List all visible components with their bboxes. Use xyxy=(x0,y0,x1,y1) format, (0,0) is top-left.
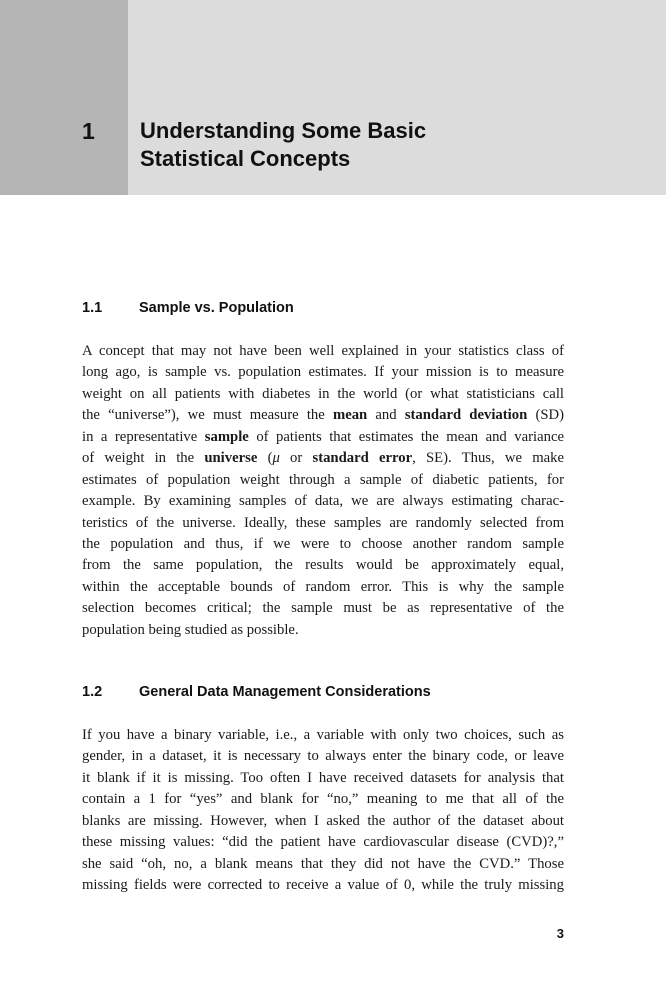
text-line: weight on all patients with diabetes in the world (or what statisticians call xyxy=(82,385,564,402)
section-1-2-paragraph xyxy=(82,725,564,897)
text-line: of weight in the universe (μ or standard error, SE). Thus, we make xyxy=(82,450,564,467)
chapter-band-dark xyxy=(0,0,128,195)
text-line: selection becomes critical; the sample must be as representative of the xyxy=(82,600,564,617)
text-line: within the acceptable bounds of random error. This is why the sample xyxy=(82,578,564,595)
section-heading-1-2 xyxy=(82,683,431,701)
text-line: the population and thus, if we were to choose another random sample xyxy=(82,535,564,552)
text-line: long ago, is sample vs. population estimates. If your mission is to measure xyxy=(82,364,564,381)
text-line: the “universe”), we must measure the mean and standard deviation (SD) xyxy=(82,407,565,424)
chapter-title-line: Understanding Some Basic xyxy=(140,118,427,143)
chapter-number: 1 xyxy=(82,118,95,144)
section-title: General Data Management Considerations xyxy=(139,684,431,700)
text-line: gender, in a dataset, it is necessary to always enter the binary code, or leave xyxy=(82,748,564,765)
section-title: Sample vs. Population xyxy=(139,300,294,316)
section-1-1-paragraph xyxy=(82,341,564,641)
text-line: from the same population, the results would be approximately equal, xyxy=(82,557,564,574)
chapter-title xyxy=(140,117,426,173)
text-line: estimates of population weight through a sample of diabetic patients, for xyxy=(82,471,564,488)
text-line: teristics of the universe. Ideally, these samples are randomly selected from xyxy=(82,514,564,531)
text-line: contain a 1 for “yes” and blank for “no,” meaning to me that all of the xyxy=(82,791,564,808)
text-line: population being studied as possible. xyxy=(82,621,299,638)
chapter-title-line: Statistical Concepts xyxy=(140,146,351,171)
section-number: 1.2 xyxy=(82,684,103,700)
text-line: blanks are missing. However, when I asked the author of the dataset about xyxy=(82,812,564,829)
page-number: 3 xyxy=(556,926,564,941)
text-line: she said “oh, no, a blank means that they did not have the CVD.” Those xyxy=(82,855,564,872)
text-line: it blank if it is missing. Too often I have received datasets for analysis that xyxy=(82,769,564,786)
text-line: missing fields were corrected to receive a value of 0, while the truly missing xyxy=(82,877,564,894)
section-number: 1.1 xyxy=(82,300,103,316)
text-line: in a representative sample of patients that estimates the mean and variance xyxy=(82,428,564,445)
text-line: example. By examining samples of data, we are always estimating charac- xyxy=(82,493,564,510)
text-line: If you have a binary variable, i.e., a variable with only two choices, such as xyxy=(82,727,564,743)
text-line: these missing values: “did the patient have cardiovascular disease (CVD)?,” xyxy=(82,834,564,851)
section-heading-1-1 xyxy=(82,299,294,317)
text-line: A concept that may not have been well explained in your statistics class of xyxy=(82,343,564,359)
